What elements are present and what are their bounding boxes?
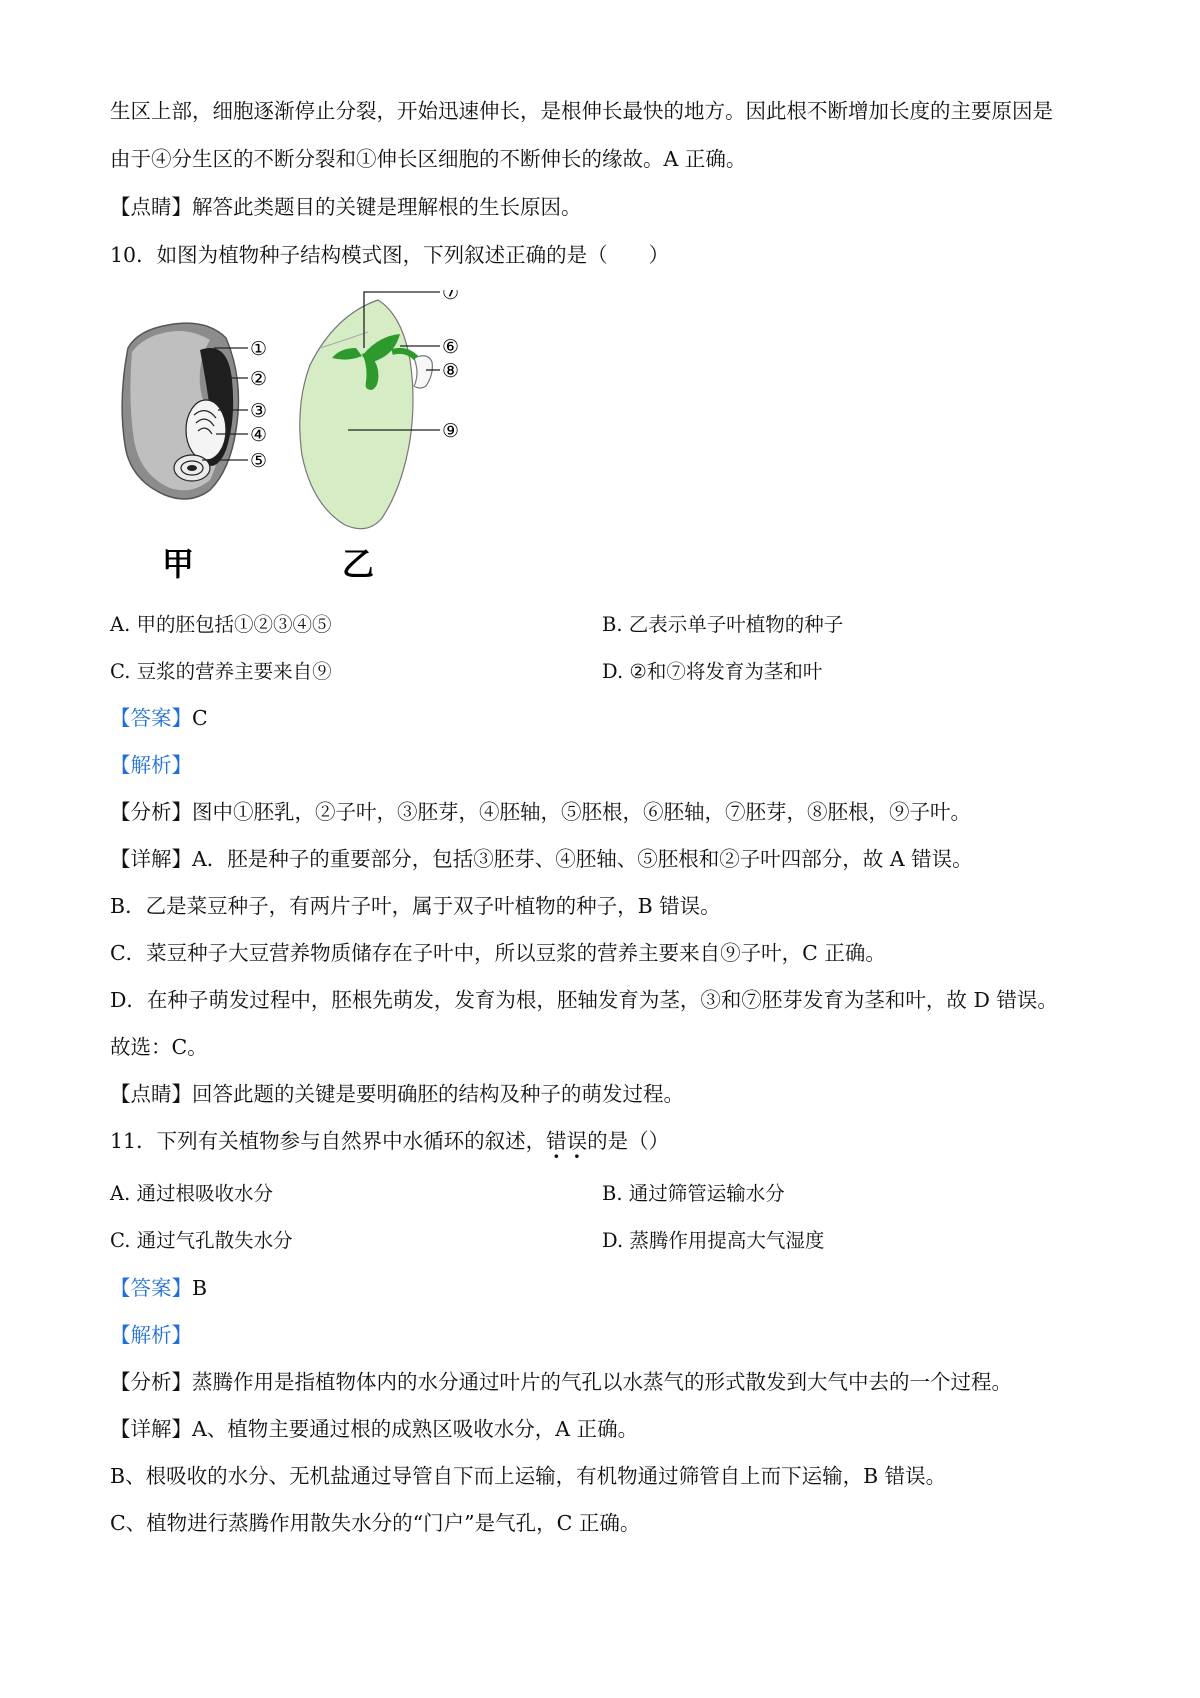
q11-stem-tail: 的是（）: [587, 1129, 670, 1153]
q10-option-a[interactable]: A. 甲的胚包括①②③④⑤: [110, 613, 332, 636]
answer-tag: 【答案】: [110, 1276, 192, 1300]
marker-3: ③: [250, 400, 268, 422]
q11-stem: [110, 1127, 669, 1155]
figure-label-yi: 乙: [342, 545, 375, 583]
corn-seed-diagram: [122, 323, 238, 499]
q10-answer: [110, 704, 208, 732]
q10-xiangjie: 【详解】A．胚是种子的重要部分，包括③胚芽、④胚轴、⑤胚根和②子叶四部分，故 A 错误。: [110, 847, 973, 871]
marker-9: ⑨: [442, 420, 460, 442]
answer-tag: 【答案】: [110, 706, 192, 730]
q11-line-b: B、根吸收的水分、无机盐通过导管自下而上运输，有机物通过筛管自上而下运输，B 错误。: [110, 1464, 947, 1488]
q11-option-d[interactable]: D. 蒸腾作用提高大气湿度: [602, 1229, 825, 1252]
marker-4: ④: [250, 424, 268, 446]
q10-line-b: B．乙是菜豆种子，有两片子叶，属于双子叶植物的种子，B 错误。: [110, 894, 721, 918]
q11-answer: [110, 1274, 207, 1302]
q11-fenxi: 【分析】蒸腾作用是指植物体内的水分通过叶片的气孔以水蒸气的形式散发到大气中去的一个过程。: [110, 1370, 1012, 1394]
seed-structure-figure: [110, 290, 530, 594]
q11-option-b[interactable]: B. 通过筛管运输水分: [602, 1182, 785, 1205]
q10-line-c: C．菜豆种子大豆营养物质储存在子叶中，所以豆浆的营养主要来自⑨子叶，C 正确。: [110, 941, 886, 965]
q11-stem-text: 11．下列有关植物参与自然界中水循环的叙述，: [110, 1129, 547, 1153]
marker-7: ⑦: [442, 290, 460, 304]
q10-stem: 10．如图为植物种子结构模式图，下列叙述正确的是（ ）: [110, 243, 670, 267]
marker-2: ②: [250, 368, 268, 390]
answer-value: B: [192, 1276, 208, 1300]
bean-seed-diagram: [300, 300, 433, 529]
intro-line: 由于④分生区的不断分裂和①伸长区细胞的不断伸长的缘故。A 正确。: [110, 147, 747, 171]
q10-choice: 故选：C。: [110, 1035, 208, 1059]
q10-fenxi: 【分析】图中①胚乳，②子叶，③胚芽，④胚轴，⑤胚根，⑥胚轴，⑦胚芽，⑧胚根，⑨子叶。: [110, 800, 971, 824]
q10-option-b[interactable]: B. 乙表示单子叶植物的种子: [602, 613, 844, 636]
q11-xiangjie: 【详解】A、植物主要通过根的成熟区吸收水分，A 正确。: [110, 1417, 639, 1441]
intro-dianjing: 【点睛】解答此类题目的关键是理解根的生长原因。: [110, 195, 582, 219]
q11-option-a[interactable]: A. 通过根吸收水分: [110, 1182, 273, 1205]
answer-value: C: [192, 706, 208, 730]
emphasis-char: 误: [566, 1129, 588, 1153]
q10-option-c[interactable]: C. 豆浆的营养主要来自⑨: [110, 660, 332, 683]
emphasis-char: 错: [546, 1129, 567, 1153]
marker-5: ⑤: [250, 450, 268, 472]
q10-dianjing: 【点睛】回答此题的关键是要明确胚的结构及种子的萌发过程。: [110, 1082, 684, 1106]
figure-label-jia: 甲: [162, 545, 195, 583]
q11-analysis-tag: 【解析】: [110, 1323, 192, 1347]
q10-line-d: D．在种子萌发过程中，胚根先萌发，发育为根，胚轴发育为茎，③和⑦胚芽发育为茎和叶，故 D 错误。: [110, 988, 1058, 1012]
q11-line-c: C、植物进行蒸腾作用散失水分的“门户”是气孔，C 正确。: [110, 1511, 641, 1535]
q10-option-d[interactable]: D. ②和⑦将发育为茎和叶: [602, 660, 823, 683]
intro-line: 生区上部，细胞逐渐停止分裂，开始迅速伸长，是根伸长最快的地方。因此根不断增加长度的主要原因是: [110, 99, 1053, 123]
marker-8: ⑧: [442, 360, 460, 382]
q10-analysis-tag: 【解析】: [110, 753, 192, 777]
marker-1: ①: [250, 338, 268, 360]
marker-6: ⑥: [442, 336, 460, 358]
q11-option-c[interactable]: C. 通过气孔散失水分: [110, 1229, 293, 1252]
